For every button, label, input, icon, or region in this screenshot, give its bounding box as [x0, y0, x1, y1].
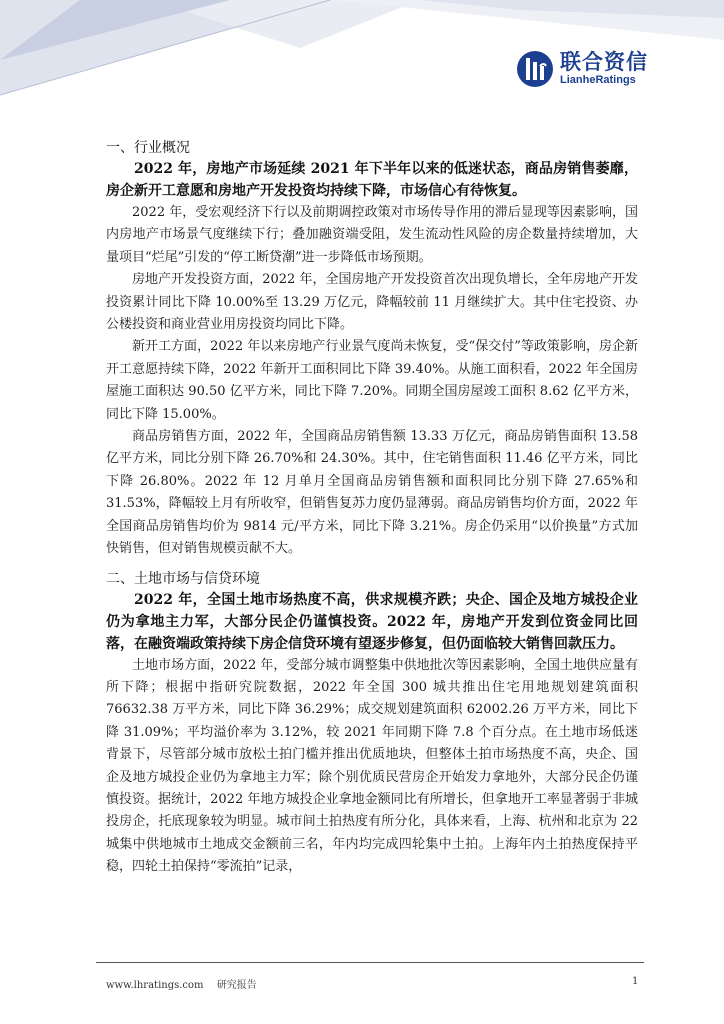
section1-paragraph: 2022 年，受宏观经济下行以及前期调控政策对市场传导作用的滞后显现等因素影响，国内房地产市场景气度继续下行；叠加融资端受阻，发生流动性风险的房企数量持续增加，大量项目“烂尾”引发的“停工断贷潮”进一步降低市场预期。	[106, 205, 638, 265]
section1-summary: 2022 年，房地产市场延续 2021 年下半年以来的低迷状态，商品房销售萎靡，房企新开工意愿和房地产开发投资均持续下降，市场信心有待恢复。	[106, 161, 638, 199]
footer-info	[106, 976, 257, 991]
section1-paragraph: 新开工方面，2022 年以来房地产行业景气度尚未恢复，受“保交付”等政策影响，房企新开工意愿持续下降，2022 年新开工面积同比下降 39.40%。从施工面积看，2022 年全国房屋施工面积达 90.50 亿平方米，同比下降 7.20%。同期全国房屋竣工面积 8.62 亿平方米，同比下降 15.00%。	[106, 339, 638, 422]
section2-heading: 二、土地市场与信贷环境	[106, 570, 260, 587]
footer-website-link[interactable]: www.lhratings.com	[106, 980, 204, 991]
logo-name-cn: 联合资信	[560, 50, 648, 74]
section1-paragraph: 房地产开发投资方面，2022 年，全国房地产开发投资首次出现负增长，全年房地产开发投资累计同比下降 10.00%至 13.29 万亿元，降幅较前 11 月继续扩大。其中住宅投资、办公楼投资和商业营业用房投资均同比下降。	[106, 272, 638, 333]
footer-divider	[96, 962, 644, 963]
company-logo	[516, 50, 648, 88]
section2-summary: 2022 年，全国土地市场热度不高，供求规模齐跌；央企、国企及地方城投企业仍为拿地主力军，大部分民企仍谨慎投资。2022 年，房地产开发到位资金同比回落，在融资端政策持续下房企信贷环境有望逐步修复，但仍面临较大销售回款压力。	[106, 591, 638, 652]
section2-paragraph: 土地市场方面，2022 年，受部分城市调整集中供地批次等因素影响，全国土地供应量有所下降；根据中指研究院数据，2022 年全国 300 城共推出住宅用地规划建筑面积 76632.38 万平方米，同比下降 36.29%；成交规划建筑面积 62002.26 万平方米，同比下降 31.09%；平均溢价率为 3.12%，较 2021 年同期下降 7.8 个百分点。在土地市场低迷背景下，尽管部分城市放松土拍门槛并推出优质地块，但整体土拍市场热度不高，央企、国企及地方城投企业仍为拿地主力军；除个别优质民营房企开始发力拿地外，大部分民企仍谨慎投资。据统计，2022 年地方城投企业拿地金额同比有所增长，但拿地开工率显著弱于非城投房企，托底现象较为明显。城市间土拍热度有所分化，具体来看，上海、杭州和北京为 22 城集中供地城市土地成交金额前三名，年内均完成四轮集中土拍。上海年内土拍热度保持平稳，四轮土拍保持“零流拍”记录，	[106, 657, 638, 875]
page-number: 1	[632, 976, 639, 987]
lianhe-logo-icon	[516, 50, 554, 88]
section1-paragraph: 商品房销售方面，2022 年，全国商品房销售额 13.33 万亿元，商品房销售面积 13.58 亿平方米，同比分别下降 26.70%和 24.30%。其中，住宅销售面积 11.46 亿平方米，同比下降 26.80%。2022 年 12 月单月全国商品房销售额和面积同比分别下降 27.65%和 31.53%，降幅较上月有所收窄，但销售复苏力度仍显薄弱。商品房销售均价方面，2022 年全国商品房销售均价为 9814 元/平方米，同比下降 3.21%。房企仍采用“以价换量”方式加快销售，但对销售规模贡献不大。	[106, 429, 638, 557]
logo-name-en: LianheRatings	[560, 74, 636, 86]
report-body	[106, 138, 638, 879]
footer-doc-type: 研究报告	[216, 980, 257, 991]
section1-heading: 一、行业概况	[106, 140, 190, 156]
